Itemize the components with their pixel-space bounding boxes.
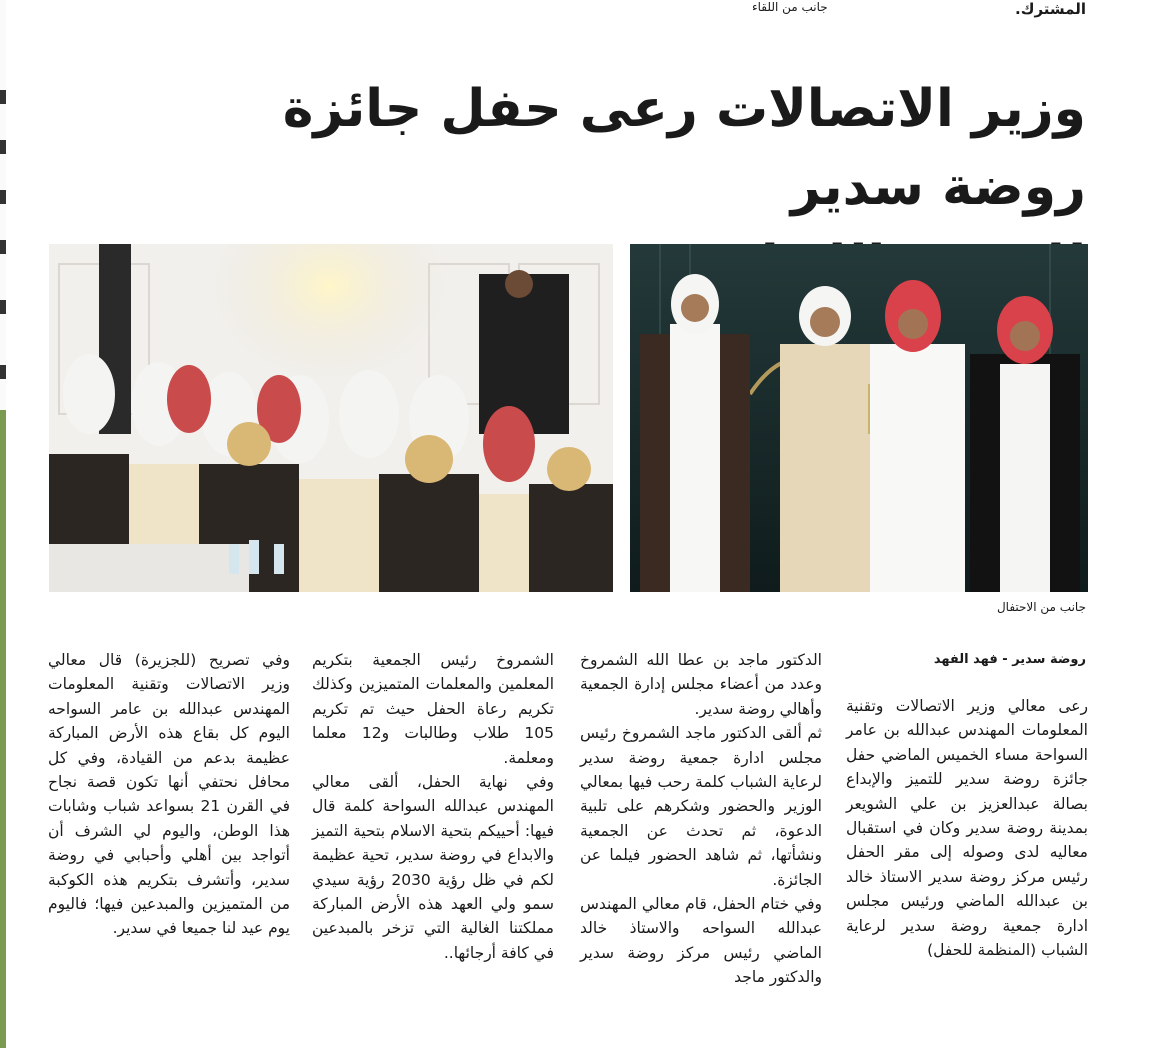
article-paragraph: رعى معالي وزير الاتصالات وتقنية المعلومات المهندس عبدالله بن عامر السواحة مساء الخميس الماضي حفل جائزة روضة سدير للتميز والإبداع بصالة عبدالعزيز بن علي الشويعر بمدينة روضة سدير وكان في استقبال معاليه لدى وصوله إلى مقر الحفل رئيس مركز روضة سدير الاستاذ خالد بن عبدالله الماضي ورئيس مجلس ادارة جمعية روضة سدير لرعاية الشباب (المنظمة للحفل) xyxy=(846,697,1088,960)
previous-photo-caption: جانب من اللقاء xyxy=(752,0,828,14)
headline-line-1: وزير الاتصالات رعى حفل جائزة روضة سدير xyxy=(282,79,1086,217)
article-paragraph: وفي نهاية الحفل، ألقى معالي المهندس عبدالله السواحة كلمة قال فيها: أحييكم بتحية الاسلام بتحية التميز والابداع في روضة سدير، تحية عظيمة لكم في ظل رؤية 2030 رؤية سيدي سمو ولي العهد هذه الأرض المباركة مملكتنا الغالية التي تزخر بالمبدعين في كافة أرجائها.. xyxy=(312,773,554,962)
article-paragraph: ثم ألقى الدكتور ماجد الشمروخ رئيس مجلس ادارة جمعية روضة سدير لرعاية الشباب كلمة رحب فيها بمعالي الوزير والحضور وشكرهم على تلبية الدعوة، ثم تحدث عن الجمعية ونشأتها، ثم شاهد الحضور فيلما عن الجائزة. xyxy=(580,724,822,889)
audience-photo-illustration xyxy=(49,244,613,592)
audience-photo xyxy=(49,244,613,592)
award-photo xyxy=(630,244,1088,592)
edge-fragment xyxy=(0,190,6,204)
article-column-1 xyxy=(846,694,1088,962)
byline-separator: - xyxy=(997,652,1008,667)
edge-fragment xyxy=(0,240,6,254)
edge-fragment xyxy=(0,140,6,154)
edge-fragment xyxy=(0,90,6,104)
byline xyxy=(934,652,1086,667)
edge-fragment xyxy=(0,300,6,314)
article-paragraph: الشمروخ رئيس الجمعية بتكريم المعلمين والمعلمات المتميزين وكذلك تكريم رعاة الحفل حيث تم تكريم 105 طلاب وطالبات و12 معلما ومعلمة. xyxy=(312,651,554,767)
page-edge-green-bar xyxy=(0,410,6,1048)
article-paragraph: وفي تصريح (للجزيرة) قال معالي وزير الاتصالات وتقنية المعلومات المهندس عبدالله بن عامر السواحه اليوم كل بقاع هذه الأرض المباركة عظيمة بدعم من القيادة، وفي كل محافل نحتفي أنها تكون قصة نجاح في القرن 21 بسواعد شباب وشابات هذا الوطن، واليوم لي الشرف أن أتواجد بين أهلي وأحبابي في روضة سدير، وأتشرف بتكريم هذه الكوكبة من المتميزين والمبدعين فيها؛ فاليوم يوم عيد لنا جميعا في سدير. xyxy=(48,651,290,938)
article-column-4 xyxy=(48,648,290,941)
article-paragraph: وفي ختام الحفل، قام معالي المهندس عبدالله السواحه والاستاذ خالد الماضي رئيس مركز روضة سدير والدكتور ماجد xyxy=(580,895,822,987)
article-column-3 xyxy=(312,648,554,965)
article-column-2 xyxy=(580,648,822,990)
edge-fragment xyxy=(0,365,6,379)
byline-place: روضة سدير xyxy=(1012,652,1086,667)
award-photo-caption: جانب من الاحتفال xyxy=(996,600,1086,614)
byline-author: فهد الفهد xyxy=(933,652,998,667)
previous-article-tail: المشترك. xyxy=(1015,0,1086,18)
award-photo-illustration xyxy=(630,244,1088,592)
article-paragraph: الدكتور ماجد بن عطا الله الشمروخ وعدد من أعضاء مجلس إدارة الجمعية وأهالي روضة سدير. xyxy=(580,651,822,718)
